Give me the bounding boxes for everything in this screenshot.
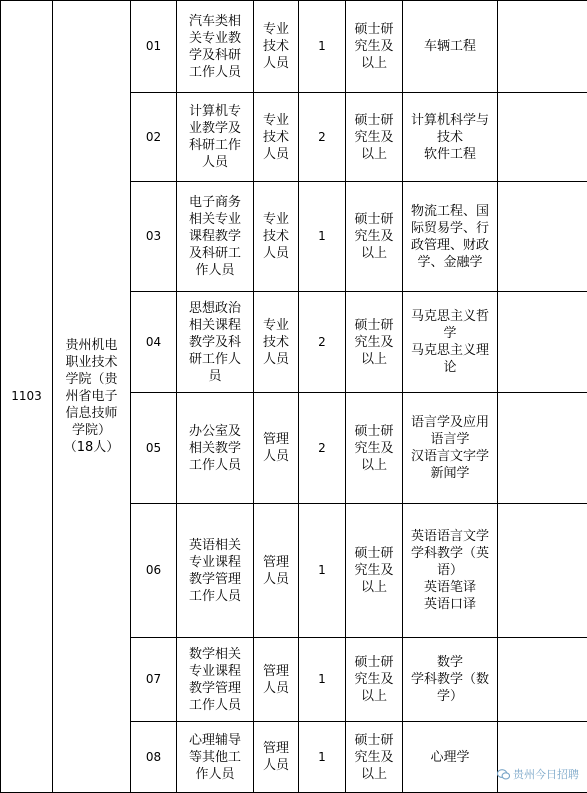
post-name-cell — [177, 393, 254, 504]
major-cell-line: 学科教学（英 — [406, 545, 494, 562]
education-cell-line: 硕士研 — [349, 654, 399, 671]
headcount-cell: 1 — [299, 638, 346, 722]
remarks-cell — [498, 93, 587, 182]
education-cell-line: 硕士研 — [349, 21, 399, 38]
post-type-cell-line: 人员 — [257, 757, 295, 774]
education-cell-line: 以上 — [349, 688, 399, 705]
post-type-cell-line: 人员 — [257, 245, 295, 262]
post-type-cell-line: 管理 — [257, 663, 295, 680]
post-name-cell-line: 研工作人 — [180, 351, 250, 368]
major-cell-line: 技术 — [406, 129, 494, 146]
post-type-cell-line: 专业 — [257, 112, 295, 129]
post-type-cell — [254, 292, 299, 393]
education-cell — [346, 638, 403, 722]
post-name-cell-line: 思想政治 — [180, 300, 250, 317]
post-type-cell-line: 技术 — [257, 38, 295, 55]
major-cell-line: 车辆工程 — [406, 38, 494, 55]
post-name-cell-line: 课程教学 — [180, 228, 250, 245]
post-type-cell — [254, 93, 299, 182]
post-number-cell: 01 — [131, 1, 177, 93]
post-type-cell-line: 技术 — [257, 129, 295, 146]
post-name-cell-line: 作人员 — [180, 262, 250, 279]
post-name-cell — [177, 504, 254, 638]
major-cell-line: 心理学 — [406, 749, 494, 766]
major-cell-line: 计算机科学与 — [406, 112, 494, 129]
post-type-cell-line: 技术 — [257, 228, 295, 245]
post-type-cell-line: 人员 — [257, 351, 295, 368]
education-cell-line: 究生及 — [349, 440, 399, 457]
headcount-cell: 2 — [299, 93, 346, 182]
post-type-cell-line: 管理 — [257, 431, 295, 448]
table-row — [1, 1, 587, 93]
post-name-cell-line: 工作人员 — [180, 697, 250, 714]
post-number-cell: 08 — [131, 722, 177, 793]
post-name-cell-line: 工作人员 — [180, 64, 250, 81]
unit-name-cell-line: 信息技师 — [56, 405, 127, 422]
major-cell-line: 数学 — [406, 654, 494, 671]
post-type-cell-line: 专业 — [257, 317, 295, 334]
watermark — [497, 766, 579, 782]
post-name-cell-line: 汽车类相 — [180, 13, 250, 30]
unit-name-cell-line: （18人） — [56, 439, 127, 456]
education-cell — [346, 504, 403, 638]
post-type-cell — [254, 182, 299, 292]
post-name-cell-line: 专业课程 — [180, 663, 250, 680]
post-type-cell — [254, 722, 299, 793]
education-cell — [346, 722, 403, 793]
post-name-cell — [177, 638, 254, 722]
major-cell — [403, 93, 498, 182]
education-cell-line: 以上 — [349, 457, 399, 474]
major-cell — [403, 1, 498, 93]
education-cell-line: 硕士研 — [349, 423, 399, 440]
education-cell-line: 究生及 — [349, 228, 399, 245]
major-cell-line: 语言学 — [406, 431, 494, 448]
unit-name-cell-line: 州省电子 — [56, 388, 127, 405]
post-name-cell-line: 工作人员 — [180, 588, 250, 605]
group-code-cell: 1103 — [1, 1, 53, 793]
major-cell-line: 英语笔译 — [406, 579, 494, 596]
post-name-cell — [177, 182, 254, 292]
major-cell-line: 学 — [406, 325, 494, 342]
major-cell-line: 语言学及应用 — [406, 414, 494, 431]
education-cell-line: 究生及 — [349, 334, 399, 351]
post-name-cell-line: 专业课程 — [180, 554, 250, 571]
post-type-cell-line: 人员 — [257, 55, 295, 72]
post-name-cell-line: 人员 — [180, 154, 250, 171]
post-number-cell: 05 — [131, 393, 177, 504]
post-name-cell-line: 英语相关 — [180, 537, 250, 554]
post-name-cell-line: 关专业教 — [180, 30, 250, 47]
post-name-cell-line: 员 — [180, 368, 250, 385]
post-type-cell-line: 管理 — [257, 740, 295, 757]
remarks-cell — [498, 292, 587, 393]
major-cell — [403, 182, 498, 292]
education-cell-line: 硕士研 — [349, 732, 399, 749]
post-name-cell-line: 心理辅导 — [180, 732, 250, 749]
headcount-cell: 1 — [299, 504, 346, 638]
education-cell-line: 以上 — [349, 766, 399, 783]
post-number-cell: 03 — [131, 182, 177, 292]
post-name-cell-line: 教学管理 — [180, 571, 250, 588]
major-cell-line: 英语语言文学 — [406, 528, 494, 545]
education-cell-line: 究生及 — [349, 749, 399, 766]
post-type-cell — [254, 393, 299, 504]
post-name-cell — [177, 1, 254, 93]
unit-name-cell-line: 学院（贵 — [56, 371, 127, 388]
major-cell-line: 英语口译 — [406, 596, 494, 613]
education-cell-line: 硕士研 — [349, 112, 399, 129]
major-cell-line: 学、金融学 — [406, 254, 494, 271]
major-cell — [403, 722, 498, 793]
education-cell-line: 以上 — [349, 146, 399, 163]
remarks-cell — [498, 504, 587, 638]
post-type-cell — [254, 1, 299, 93]
post-name-cell-line: 相关专业 — [180, 211, 250, 228]
education-cell-line: 究生及 — [349, 129, 399, 146]
unit-name-cell-line: 贵州机电 — [56, 337, 127, 354]
major-cell — [403, 292, 498, 393]
major-cell-line: 学科教学（数 — [406, 671, 494, 688]
post-name-cell-line: 教学管理 — [180, 680, 250, 697]
education-cell — [346, 393, 403, 504]
post-name-cell-line: 业教学及 — [180, 120, 250, 137]
major-cell-line: 物流工程、国 — [406, 203, 494, 220]
headcount-cell: 1 — [299, 722, 346, 793]
post-number-cell: 06 — [131, 504, 177, 638]
major-cell — [403, 504, 498, 638]
remarks-cell — [498, 638, 587, 722]
education-cell-line: 究生及 — [349, 38, 399, 55]
education-cell-line: 以上 — [349, 351, 399, 368]
post-name-cell-line: 作人员 — [180, 766, 250, 783]
education-cell-line: 以上 — [349, 245, 399, 262]
education-cell-line: 究生及 — [349, 671, 399, 688]
education-cell-line: 以上 — [349, 579, 399, 596]
post-type-cell-line: 人员 — [257, 571, 295, 588]
major-cell — [403, 393, 498, 504]
education-cell — [346, 292, 403, 393]
post-type-cell-line: 技术 — [257, 334, 295, 351]
post-number-cell: 07 — [131, 638, 177, 722]
headcount-cell: 1 — [299, 182, 346, 292]
post-name-cell-line: 办公室及 — [180, 423, 250, 440]
remarks-cell — [498, 393, 587, 504]
post-name-cell-line: 工作人员 — [180, 457, 250, 474]
major-cell-line: 新闻学 — [406, 465, 494, 482]
post-type-cell — [254, 504, 299, 638]
post-type-cell-line: 人员 — [257, 680, 295, 697]
post-name-cell-line: 相关教学 — [180, 440, 250, 457]
post-type-cell-line: 管理 — [257, 554, 295, 571]
post-name-cell — [177, 722, 254, 793]
post-number-cell: 04 — [131, 292, 177, 393]
post-type-cell-line: 人员 — [257, 146, 295, 163]
post-type-cell-line: 人员 — [257, 448, 295, 465]
remarks-cell — [498, 182, 587, 292]
post-number-cell: 02 — [131, 93, 177, 182]
education-cell — [346, 1, 403, 93]
education-cell-line: 硕士研 — [349, 211, 399, 228]
unit-name-cell-line: 职业技术 — [56, 354, 127, 371]
headcount-cell: 2 — [299, 393, 346, 504]
headcount-cell: 2 — [299, 292, 346, 393]
education-cell-line: 以上 — [349, 55, 399, 72]
remarks-cell — [498, 1, 587, 93]
major-cell-line: 学） — [406, 688, 494, 705]
major-cell — [403, 638, 498, 722]
post-name-cell-line: 相关课程 — [180, 317, 250, 334]
post-name-cell-line: 计算机专 — [180, 103, 250, 120]
watermark-text: 贵州今日招聘 — [513, 766, 579, 782]
post-name-cell-line: 科研工作 — [180, 137, 250, 154]
post-name-cell — [177, 93, 254, 182]
major-cell-line: 语） — [406, 562, 494, 579]
post-name-cell-line: 等其他工 — [180, 749, 250, 766]
major-cell-line: 汉语言文字学 — [406, 448, 494, 465]
education-cell — [346, 182, 403, 292]
post-name-cell — [177, 292, 254, 393]
post-type-cell-line: 专业 — [257, 211, 295, 228]
education-cell-line: 硕士研 — [349, 317, 399, 334]
post-name-cell-line: 数学相关 — [180, 646, 250, 663]
major-cell-line: 际贸易学、行 — [406, 220, 494, 237]
major-cell-line: 软件工程 — [406, 146, 494, 163]
unit-name-cell-line: 学院） — [56, 422, 127, 439]
major-cell-line: 马克思主义哲 — [406, 308, 494, 325]
major-cell-line: 马克思主义理 — [406, 342, 494, 359]
unit-name-cell — [53, 1, 131, 793]
major-cell-line: 论 — [406, 359, 494, 376]
education-cell-line: 究生及 — [349, 562, 399, 579]
post-type-cell-line: 专业 — [257, 21, 295, 38]
education-cell — [346, 93, 403, 182]
post-name-cell-line: 电子商务 — [180, 194, 250, 211]
post-name-cell-line: 学及科研 — [180, 47, 250, 64]
wechat-icon — [497, 768, 510, 781]
post-name-cell-line: 及科研工 — [180, 245, 250, 262]
major-cell-line: 政管理、财政 — [406, 237, 494, 254]
education-cell-line: 硕士研 — [349, 545, 399, 562]
headcount-cell: 1 — [299, 1, 346, 93]
post-name-cell-line: 教学及科 — [180, 334, 250, 351]
post-type-cell — [254, 638, 299, 722]
